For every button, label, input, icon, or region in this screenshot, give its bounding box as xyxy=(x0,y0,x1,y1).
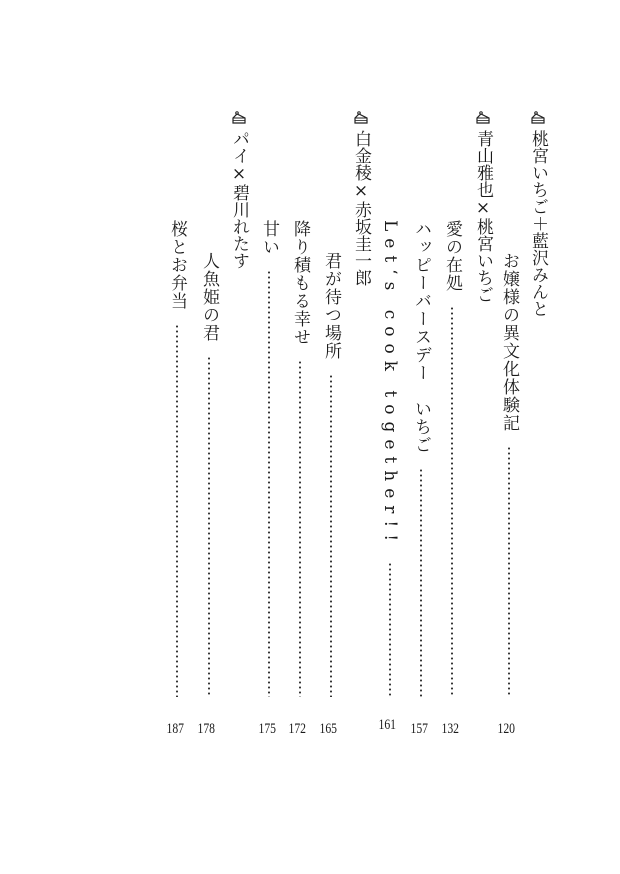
page-number: 172 xyxy=(288,721,307,737)
page-number: 175 xyxy=(258,721,277,737)
dot-leader xyxy=(207,356,211,697)
section-heading xyxy=(228,110,250,269)
toc-entry[interactable] xyxy=(441,220,463,697)
section-heading-text: 白金稜×赤坂圭一郎 xyxy=(351,130,371,286)
section-heading xyxy=(472,110,494,303)
dot-leader xyxy=(450,306,454,697)
toc-entry-title: 人魚姫の君 xyxy=(199,252,219,342)
toc-entry-title: 桜とお弁当 xyxy=(167,220,187,310)
dot-leader xyxy=(298,360,302,697)
toc-entry[interactable] xyxy=(289,220,311,697)
toc-entry-title: お嬢様の異文化体験記 xyxy=(499,252,519,432)
cake-icon xyxy=(231,110,247,126)
toc-entry[interactable] xyxy=(379,220,401,697)
dot-leader xyxy=(419,468,423,697)
page-number: 187 xyxy=(166,721,185,737)
section-heading-text: 青山雅也×桃宮いちご xyxy=(473,130,493,303)
dot-leader xyxy=(175,324,179,697)
toc-entry[interactable] xyxy=(320,252,342,697)
toc-entry[interactable] xyxy=(410,220,432,697)
toc-entry-title: ハッピーバースデー いちご xyxy=(411,220,431,454)
toc-entry[interactable] xyxy=(198,252,220,697)
cake-icon xyxy=(475,110,491,126)
section-heading-text: パイ×碧川れたす xyxy=(229,130,249,269)
toc-entry-title: Let‘s cook together!! xyxy=(380,220,400,549)
toc-entry[interactable] xyxy=(166,220,188,697)
page-number: 161 xyxy=(378,717,397,733)
toc-entry-title: 愛の在処 xyxy=(442,220,462,292)
toc-entry[interactable] xyxy=(258,220,280,697)
dot-leader xyxy=(267,270,271,697)
dot-leader xyxy=(329,374,333,697)
cake-icon xyxy=(530,110,546,126)
page-number: 132 xyxy=(441,721,460,737)
page-number: 165 xyxy=(319,721,338,737)
toc-entry-title: 君が待つ場所 xyxy=(321,252,341,360)
section-heading-text: 桃宮いちご＋藍沢みんと xyxy=(528,130,548,317)
toc-entry-title: 甘い xyxy=(259,220,279,256)
toc-entry-title: 降り積もる幸せ xyxy=(290,220,310,346)
page-number: 120 xyxy=(497,721,516,737)
page-number: 178 xyxy=(197,721,216,737)
page-number: 157 xyxy=(410,721,429,737)
section-heading xyxy=(527,110,549,317)
section-heading xyxy=(350,110,372,286)
toc-entry[interactable] xyxy=(498,252,520,697)
dot-leader xyxy=(388,562,392,697)
cake-icon xyxy=(353,110,369,126)
dot-leader xyxy=(507,446,511,697)
